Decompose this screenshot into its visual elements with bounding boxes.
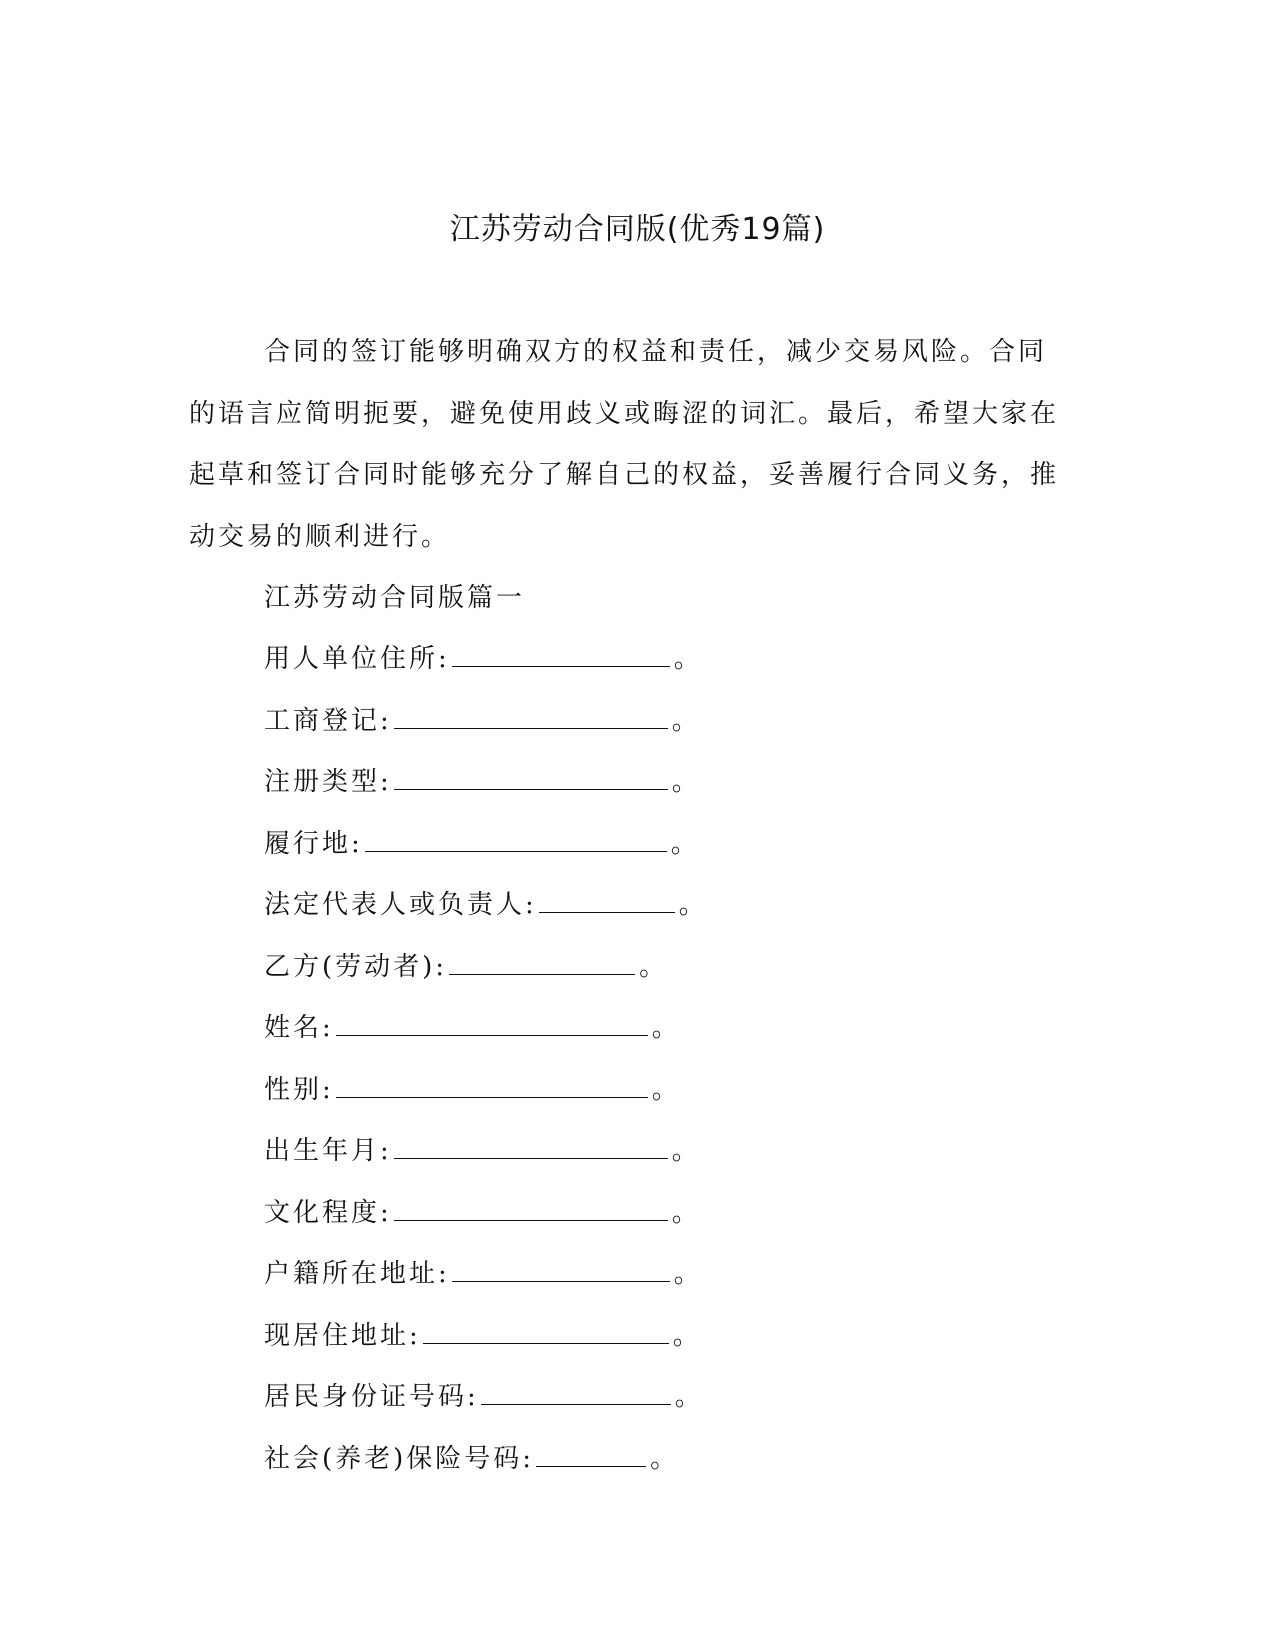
field-label: 用人单位住所:	[264, 644, 450, 674]
field-end: 。	[639, 951, 666, 982]
field-end: 。	[672, 1320, 699, 1351]
field-label: 社会(养老)保险号码:	[264, 1443, 535, 1474]
field-label: 性别:	[264, 1074, 334, 1105]
field-end: 。	[650, 1443, 677, 1474]
field-row	[264, 1069, 705, 1131]
field-end: 。	[674, 1382, 701, 1412]
field-end: 。	[670, 828, 697, 859]
field-end: 。	[673, 1259, 700, 1289]
field-end: 。	[671, 767, 698, 797]
field-label: 户籍所在地址:	[264, 1259, 450, 1289]
blank-line	[394, 1192, 668, 1221]
field-label: 现居住地址:	[264, 1320, 421, 1351]
field-end: 。	[651, 1013, 678, 1043]
section-title: 江苏劳动合同版篇一	[264, 583, 526, 613]
field-end: 。	[678, 890, 705, 920]
field-row	[264, 823, 705, 885]
blank-line	[394, 700, 668, 729]
field-label: 文化程度:	[264, 1197, 392, 1228]
field-end: 。	[651, 1074, 678, 1105]
field-row	[264, 1130, 705, 1192]
field-row	[264, 946, 705, 1008]
field-row	[264, 761, 705, 823]
field-label: 注册类型:	[264, 767, 392, 797]
field-label: 出生年月:	[264, 1136, 392, 1166]
blank-line	[449, 946, 635, 975]
blank-line	[365, 823, 667, 852]
blank-line	[423, 1315, 669, 1344]
form-fields-list	[264, 638, 705, 1499]
field-end: 。	[671, 1197, 698, 1228]
field-label: 居民身份证号码:	[264, 1382, 479, 1412]
field-row	[264, 884, 705, 946]
field-end: 。	[673, 644, 700, 674]
field-row	[264, 638, 705, 700]
field-row	[264, 1192, 705, 1254]
blank-line	[536, 1438, 646, 1467]
blank-line	[481, 1376, 671, 1405]
field-row	[264, 1315, 705, 1377]
field-label: 法定代表人或负责人:	[264, 890, 537, 920]
field-end: 。	[671, 705, 698, 736]
document-title: 江苏劳动合同版(优秀19篇)	[449, 212, 826, 247]
blank-line	[336, 1069, 648, 1098]
blank-line	[539, 884, 675, 913]
blank-line	[452, 638, 670, 667]
field-row	[264, 1438, 705, 1500]
field-label: 姓名:	[264, 1013, 334, 1043]
intro-paragraph: 合同的签订能够明确双方的权益和责任，减少交易风险。合同的语言应简明扼要，避免使用歧义或晦涩的词汇。最后，希望大家在起草和签订合同时能够充分了解自己的权益，妥善履行合同义务，推动交易的顺利进行。	[189, 337, 1060, 552]
blank-line	[336, 1007, 648, 1036]
field-label: 履行地:	[264, 828, 363, 859]
blank-line	[394, 1130, 668, 1159]
field-label: 工商登记:	[264, 705, 392, 736]
blank-line	[394, 761, 668, 790]
field-row	[264, 700, 705, 762]
field-label: 乙方(劳动者):	[264, 951, 448, 982]
blank-line	[452, 1253, 670, 1282]
field-row	[264, 1007, 705, 1069]
field-end: 。	[671, 1136, 698, 1166]
field-row	[264, 1253, 705, 1315]
field-row	[264, 1376, 705, 1438]
